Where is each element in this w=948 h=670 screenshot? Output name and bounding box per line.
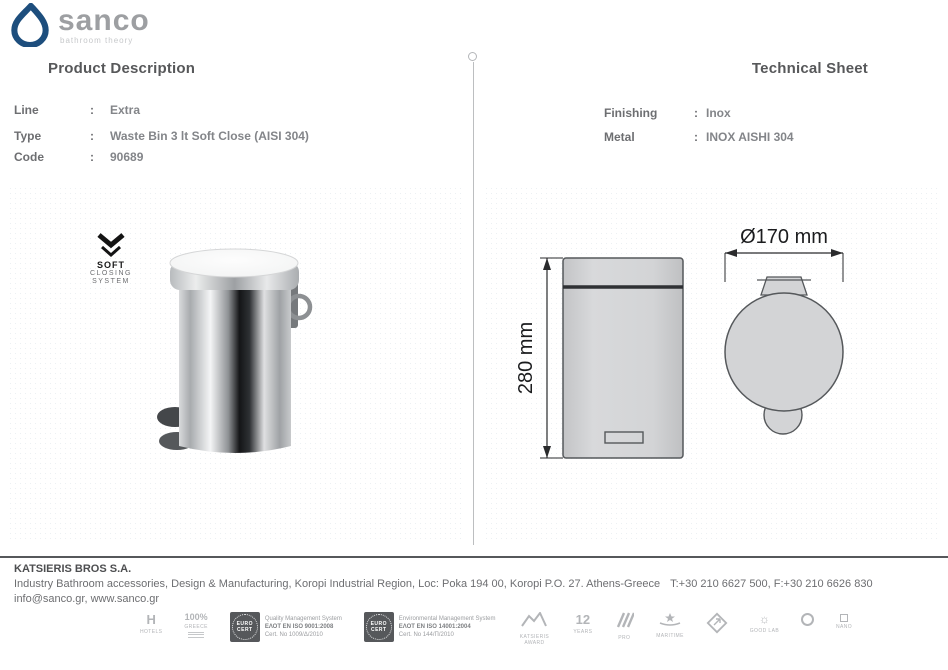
hotels-caption: HOTELS — [140, 629, 163, 635]
company-name: KATSIERIS BROS S.A. — [14, 563, 132, 575]
soft-badge-line1: SOFT — [97, 260, 125, 270]
spec-row-metal — [604, 130, 794, 146]
diameter-dimension-label: Ø170 mm — [740, 226, 828, 248]
ring-icon — [801, 613, 814, 626]
nano-badge — [836, 612, 852, 630]
star-wave-icon — [658, 612, 682, 626]
hotels-icon: H — [146, 612, 156, 627]
spec-colon: : — [694, 130, 698, 144]
top-view-body — [725, 293, 843, 411]
eurocert-text-bottom: CERT — [370, 627, 387, 633]
bin-body — [179, 288, 291, 453]
goodlab-caption: GOOD LAB — [749, 628, 780, 634]
waste-bin-photo — [152, 248, 317, 462]
product-description-title: Product Description — [48, 60, 196, 77]
divider-circle — [468, 52, 477, 61]
mountains-icon — [521, 612, 547, 627]
spec-value: 90689 — [110, 150, 144, 164]
technical-drawing — [484, 210, 940, 480]
footer-divider — [0, 556, 948, 558]
soft-badge-line3: SYSTEM — [92, 277, 130, 285]
maritime-caption: MARITIME — [656, 633, 684, 639]
spec-row-type — [14, 129, 309, 145]
years-caption: YEARS — [573, 629, 593, 635]
spec-colon: : — [90, 129, 94, 143]
diamond-arrow-icon — [706, 612, 728, 634]
iso-14001-cert-no: Cert. No 144/Π/2010 — [398, 632, 454, 638]
iso-9001-cert-no: Cert. No 1009/Δ/2010 — [264, 632, 323, 638]
spec-colon: : — [90, 150, 94, 164]
katsieris-award — [517, 612, 551, 646]
spec-label: Type — [14, 129, 42, 143]
spec-colon: : — [694, 106, 698, 120]
eurocert-text-top: EURO — [370, 621, 388, 627]
round-badge — [801, 612, 814, 626]
iso-9001-certification — [230, 612, 342, 642]
spec-row-line — [14, 103, 140, 119]
iso-14001-text — [399, 615, 496, 639]
spec-value: Extra — [110, 103, 141, 117]
spec-label: Code — [14, 150, 44, 164]
12-years-guarantee — [573, 612, 592, 635]
spec-value: Inox — [706, 106, 731, 120]
spec-label: Line — [14, 103, 39, 117]
center-divider — [473, 62, 474, 545]
certification-strip — [140, 612, 852, 646]
pro-badge — [614, 612, 634, 641]
iso-9001-text — [265, 615, 342, 639]
double-check-icon — [96, 233, 126, 259]
sanco-logo — [10, 3, 150, 47]
iso-14001-system: Environmental Management System — [398, 616, 496, 622]
spec-label: Metal — [604, 130, 635, 144]
greece-caption: GREECE — [184, 624, 208, 630]
hotels-award — [140, 612, 162, 635]
maritime-badge — [656, 612, 684, 639]
iso-9001-system: Quality Management System — [264, 616, 342, 622]
diagonal-stripes-icon — [614, 612, 634, 628]
company-address-line — [14, 578, 873, 590]
12-years-icon: 12 — [575, 612, 591, 627]
company-address: Industry Bathroom accessories, Design & Manufacturing, Koropi Industrial Region, Loc: Poka 194 00, Koropi P.O. 27. Athens-Greece — [14, 578, 661, 590]
nano-caption: NANO — [835, 624, 852, 630]
company-phones: T:+30 210 6627 500, F:+30 210 6626 830 — [670, 578, 873, 590]
square-icon — [840, 614, 848, 622]
brand-tagline: bathroom theory — [60, 36, 134, 45]
soft-badge-line2: CLOSING — [89, 270, 132, 277]
technical-sheet-title: Technical Sheet — [751, 60, 868, 77]
diamond-badge — [706, 612, 728, 639]
spec-row-finishing — [604, 106, 731, 122]
eurocert-text-bottom: CERT — [237, 627, 253, 633]
sanco-drop-icon — [10, 3, 50, 47]
made-in-greece-badge — [184, 612, 208, 638]
eurocert-icon — [230, 612, 260, 642]
soft-close-badge — [88, 233, 134, 285]
lid-top — [170, 249, 298, 277]
pro-caption: PRO — [618, 635, 631, 641]
spec-colon: : — [90, 103, 94, 117]
eurocert-text-top: EURO — [236, 621, 254, 627]
height-dimension-label: 280 mm — [515, 321, 537, 395]
spec-row-code — [14, 150, 143, 166]
iso-9001-standard: ΕΛΟΤ EN ISO 9001:2008 — [264, 624, 334, 630]
iso-14001-standard: ΕΛΟΤ EN ISO 14001:2004 — [398, 624, 471, 630]
spec-label: Finishing — [604, 106, 658, 120]
iso-14001-certification — [364, 612, 496, 642]
spec-value: INOX AISHI 304 — [706, 130, 794, 144]
spec-value: Waste Bin 3 lt Soft Close (AISI 304) — [110, 129, 309, 143]
greece-percent: 100% — [184, 612, 208, 622]
sun-icon: ☼ — [758, 612, 770, 626]
company-contact: info@sanco.gr, www.sanco.gr — [14, 593, 160, 605]
greece-lines-icon — [188, 632, 204, 638]
eurocert-icon — [364, 612, 394, 642]
brand-name: sanco — [58, 4, 150, 37]
award-caption: KATSIERIS AWARD — [519, 634, 550, 646]
good-lab-badge — [750, 612, 779, 634]
